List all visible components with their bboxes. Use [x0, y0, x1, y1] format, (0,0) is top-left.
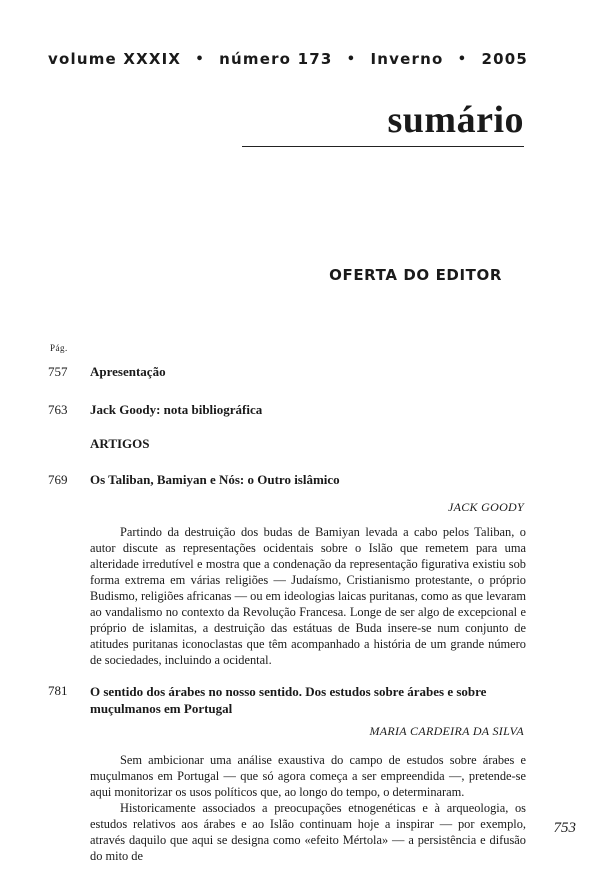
journal-header [48, 50, 528, 68]
article-abstract [90, 524, 526, 668]
article-abstract [90, 752, 526, 864]
article-title[interactable]: Os Taliban, Bamiyan e Nós: o Outro islâmico [90, 472, 340, 487]
separator-dot: • [346, 51, 357, 67]
article-author: JACK GOODY [447, 500, 524, 514]
volume-label: volume XXXIX [48, 50, 182, 68]
page-folio: 753 [553, 820, 576, 836]
number-label: número 173 [219, 50, 333, 68]
title-divider [242, 146, 524, 147]
separator-dot: • [457, 51, 468, 67]
year-label: 2005 [481, 50, 528, 68]
season-label: Inverno [370, 50, 444, 68]
article-page-number: 781 [48, 683, 68, 698]
article-page-number: 769 [48, 472, 68, 487]
entry-page-number: 763 [48, 402, 68, 417]
abstract-paragraph: Historicamente associados a preocupações etnogenéticas e à arqueologia, os estudos relativos aos árabes e ao Islão continuam hoje a inspirar — por exemplo, através daquilo que aqui se designa como «efeito Mértola» — a persistência e difusão do mito de [90, 801, 526, 863]
abstract-paragraph: Sem ambicionar uma análise exaustiva do campo de estudos sobre árabes e muçulmanos em Portugal — que só agora começa a ser empreendida —, pretende-se aqui monitorizar os usos políticos que, ao longo do tempo, o determinaram. [90, 753, 526, 799]
section-heading: ARTIGOS [90, 436, 150, 451]
page-column-label: Pág. [50, 343, 68, 353]
toc-entry-title[interactable]: Apresentação [90, 364, 166, 379]
article-title[interactable]: O sentido dos árabes no nosso sentido. Dos estudos sobre árabes e sobre muçulmanos em Portugal [90, 684, 487, 716]
abstract-paragraph: Partindo da destruição dos budas de Bamiyan levada a cabo pelos Taliban, o autor discute as representações ocidentais sobre o Islão que remetem para uma alteridade irredutível e mostra que a condenação da representação figurativa existiu sob forma extrema em várias religiões — Judaísmo, Cristianismo protestante, o próprio Budismo, religiões africanas — ou em ideologias laicas puritanas, como as que levaram ao vandalismo no contexto da Revolução Francesa. Longe de ser algo de excepcional e próprio de islamitas, a destruição das estátuas de Buda insere-se num conjunto de atitudes puritanas iconoclastas que têm acompanhado a história de um grande número de sociedades, incluindo a ocidental. [90, 525, 526, 667]
separator-dot: • [195, 51, 205, 67]
article-author: MARIA CARDEIRA DA SILVA [369, 724, 524, 738]
page-title: sumário [387, 99, 524, 141]
entry-page-number: 757 [48, 364, 68, 379]
toc-entry-title[interactable]: Jack Goody: nota bibliográfica [90, 402, 263, 417]
offer-heading: OFERTA DO EDITOR [329, 266, 502, 284]
